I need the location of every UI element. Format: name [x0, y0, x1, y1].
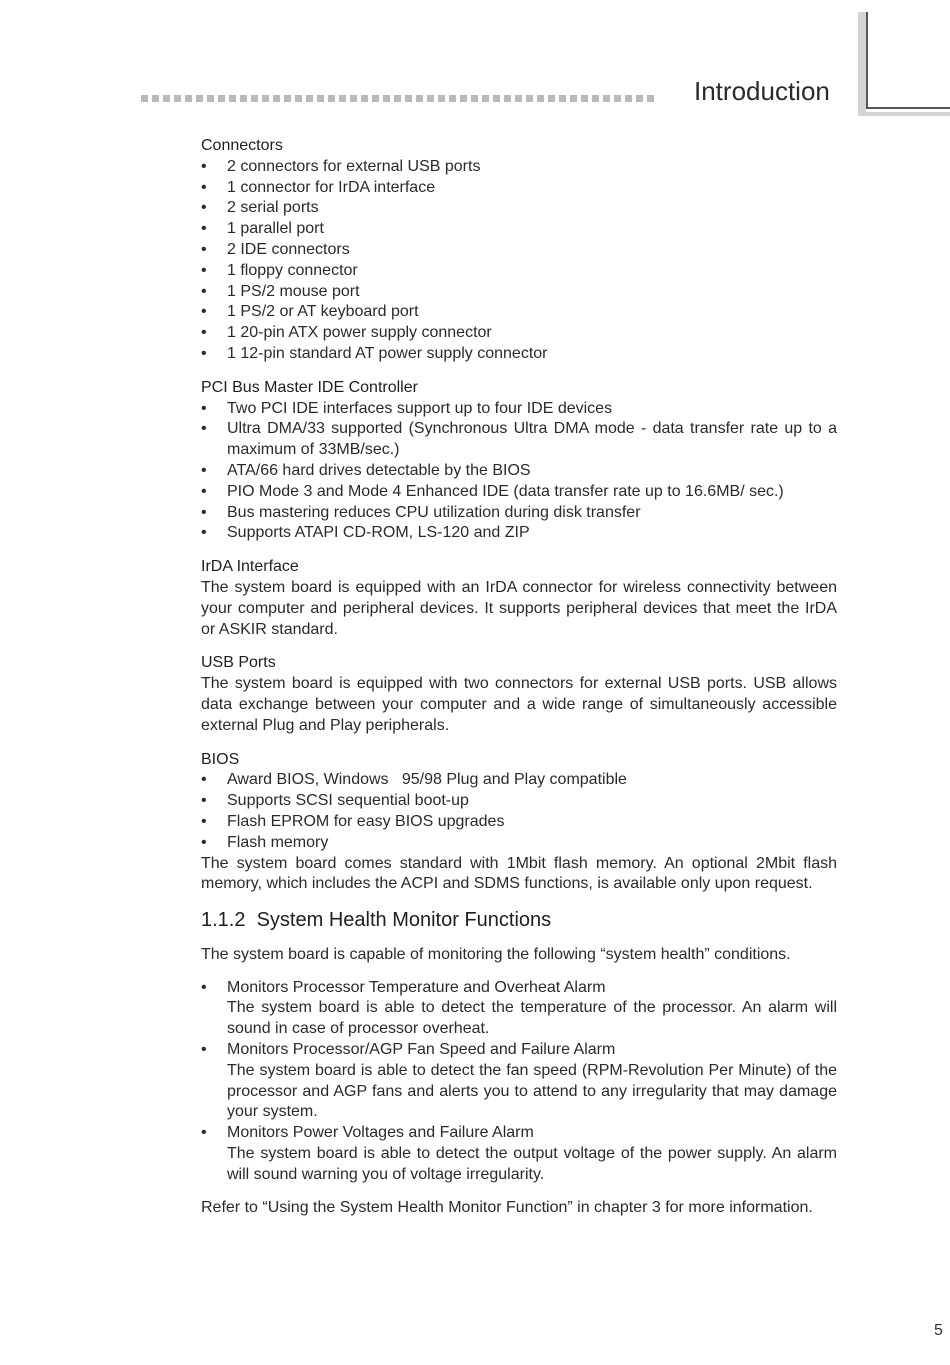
- dot-decoration: [229, 95, 236, 102]
- health-item-label: Monitors Processor Temperature and Overheat Alarm: [227, 978, 606, 996]
- dot-decoration: [372, 95, 379, 102]
- list-item: • PIO Mode 3 and Mode 4 Enhanced IDE (data transfer rate up to 16.6MB/ sec.): [201, 482, 837, 503]
- dot-decoration: [306, 95, 313, 102]
- dot-decoration: [240, 95, 247, 102]
- health-item-label: Monitors Processor/AGP Fan Speed and Failure Alarm: [227, 1041, 616, 1059]
- list-item: • 2 serial ports: [201, 198, 837, 219]
- list-item: • 1 connector for IrDA interface: [201, 178, 837, 199]
- dot-decoration: [460, 95, 467, 102]
- list-item: • Supports SCSI sequential boot-up: [201, 791, 837, 812]
- list-item: • 1 floppy connector: [201, 261, 837, 282]
- pci-section: [201, 378, 837, 544]
- dot-decoration: [449, 95, 456, 102]
- list-item: [201, 1123, 837, 1185]
- list-item: • ATA/66 hard drives detectable by the BIOS: [201, 461, 837, 482]
- list-item: [201, 978, 837, 1040]
- dot-decoration: [361, 95, 368, 102]
- bios-list: [201, 770, 837, 853]
- dot-decoration: [383, 95, 390, 102]
- dot-decoration: [603, 95, 610, 102]
- health-intro: The system board is capable of monitoring the following “system health” conditions.: [201, 945, 791, 963]
- bios-paragraph: The system board comes standard with 1Mbit flash memory. An optional 2Mbit flash memory, which includes the ACPI and SDMS functions, is available only upon request.: [201, 854, 837, 893]
- dot-decoration: [570, 95, 577, 102]
- health-footer: Refer to “Using the System Health Monitor Function” in chapter 3 for more information.: [201, 1198, 813, 1216]
- dot-decoration: [196, 95, 203, 102]
- dot-decoration: [482, 95, 489, 102]
- connectors-heading: Connectors: [201, 137, 283, 154]
- list-item: • Supports ATAPI CD-ROM, LS-120 and ZIP: [201, 523, 837, 544]
- page-content: [201, 136, 837, 1218]
- dot-decoration: [614, 95, 621, 102]
- usb-section: [201, 653, 837, 736]
- list-item: • 2 IDE connectors: [201, 240, 837, 261]
- bios-section: [201, 750, 837, 896]
- dot-decoration: [515, 95, 522, 102]
- dot-decoration: [273, 95, 280, 102]
- dot-decoration: [284, 95, 291, 102]
- dot-decoration: [152, 95, 159, 102]
- pci-heading: PCI Bus Master IDE Controller: [201, 378, 418, 396]
- dot-decoration: [174, 95, 181, 102]
- usb-paragraph: The system board is equipped with two connectors for external USB ports. USB allows data exchange between your computer and a wide range of simultaneously accessible external Plug and Play peripherals.: [201, 675, 837, 734]
- page-number: 5: [934, 1322, 943, 1339]
- dot-decoration: [625, 95, 632, 102]
- health-item-description: The system board is able to detect the temperature of the processor. An alarm will sound in case of processor overheat.: [227, 999, 837, 1038]
- dot-decoration: [328, 95, 335, 102]
- usb-heading: USB Ports: [201, 654, 276, 672]
- list-item: • 1 PS/2 mouse port: [201, 282, 837, 303]
- health-item-description: The system board is able to detect the fan speed (RPM-Revolution Per Minute) of the processor and AGP fans and alerts you to attend to any irregularity that may damage your system.: [227, 1061, 837, 1121]
- page-title: Introduction: [694, 76, 830, 106]
- dot-decoration: [262, 95, 269, 102]
- list-item: • Award BIOS, Windows 95/98 Plug and Play compatible: [201, 770, 837, 791]
- irda-section: [201, 557, 837, 640]
- header-dotted-rule: [141, 95, 654, 102]
- dot-decoration: [592, 95, 599, 102]
- dot-decoration: [251, 95, 258, 102]
- connectors-section: [201, 136, 837, 365]
- dot-decoration: [207, 95, 214, 102]
- bios-heading: BIOS: [201, 750, 240, 768]
- list-item: • Flash EPROM for easy BIOS upgrades: [201, 812, 837, 833]
- corner-frame-decoration: [858, 12, 950, 112]
- dot-decoration: [493, 95, 500, 102]
- dot-decoration: [394, 95, 401, 102]
- dot-decoration: [526, 95, 533, 102]
- dot-decoration: [647, 95, 654, 102]
- dot-decoration: [504, 95, 511, 102]
- dot-decoration: [350, 95, 357, 102]
- dot-decoration: [537, 95, 544, 102]
- pci-list: [201, 399, 837, 545]
- dot-decoration: [185, 95, 192, 102]
- dot-decoration: [427, 95, 434, 102]
- list-item: • 1 20-pin ATX power supply connector: [201, 323, 837, 344]
- list-item: • 1 12-pin standard AT power supply connector: [201, 344, 837, 365]
- dot-decoration: [218, 95, 225, 102]
- dot-decoration: [163, 95, 170, 102]
- dot-decoration: [471, 95, 478, 102]
- dot-decoration: [317, 95, 324, 102]
- dot-decoration: [548, 95, 555, 102]
- list-item: • 2 connectors for external USB ports: [201, 157, 837, 178]
- health-list: [201, 978, 837, 1186]
- dot-decoration: [559, 95, 566, 102]
- list-item: • Two PCI IDE interfaces support up to four IDE devices: [201, 399, 837, 420]
- dot-decoration: [438, 95, 445, 102]
- dot-decoration: [636, 95, 643, 102]
- list-item: [201, 1040, 837, 1123]
- list-item: • Bus mastering reduces CPU utilization during disk transfer: [201, 503, 837, 524]
- health-item-description: The system board is able to detect the output voltage of the power supply. An alarm will sound warning you of voltage irregularity.: [227, 1145, 837, 1183]
- list-item: • 1 parallel port: [201, 219, 837, 240]
- dot-decoration: [405, 95, 412, 102]
- irda-paragraph: The system board is equipped with an IrDA connector for wireless connectivity between your computer and peripheral devices. It supports peripheral devices that meet the IrDA or ASKIR standard.: [201, 578, 837, 638]
- dot-decoration: [339, 95, 346, 102]
- list-item: • Ultra DMA/33 supported (Synchronous Ultra DMA mode - data transfer rate up to a maximum of 33MB/sec.): [201, 419, 837, 461]
- connectors-list: [201, 157, 837, 365]
- health-item-label: Monitors Power Voltages and Failure Alarm: [227, 1124, 534, 1142]
- dot-decoration: [295, 95, 302, 102]
- list-item: • 1 PS/2 or AT keyboard port: [201, 302, 837, 323]
- health-section-title: 1.1.2 System Health Monitor Functions: [201, 909, 552, 932]
- dot-decoration: [581, 95, 588, 102]
- irda-heading: IrDA Interface: [201, 558, 299, 576]
- list-item: • Flash memory: [201, 833, 837, 854]
- dot-decoration: [416, 95, 423, 102]
- dot-decoration: [141, 95, 148, 102]
